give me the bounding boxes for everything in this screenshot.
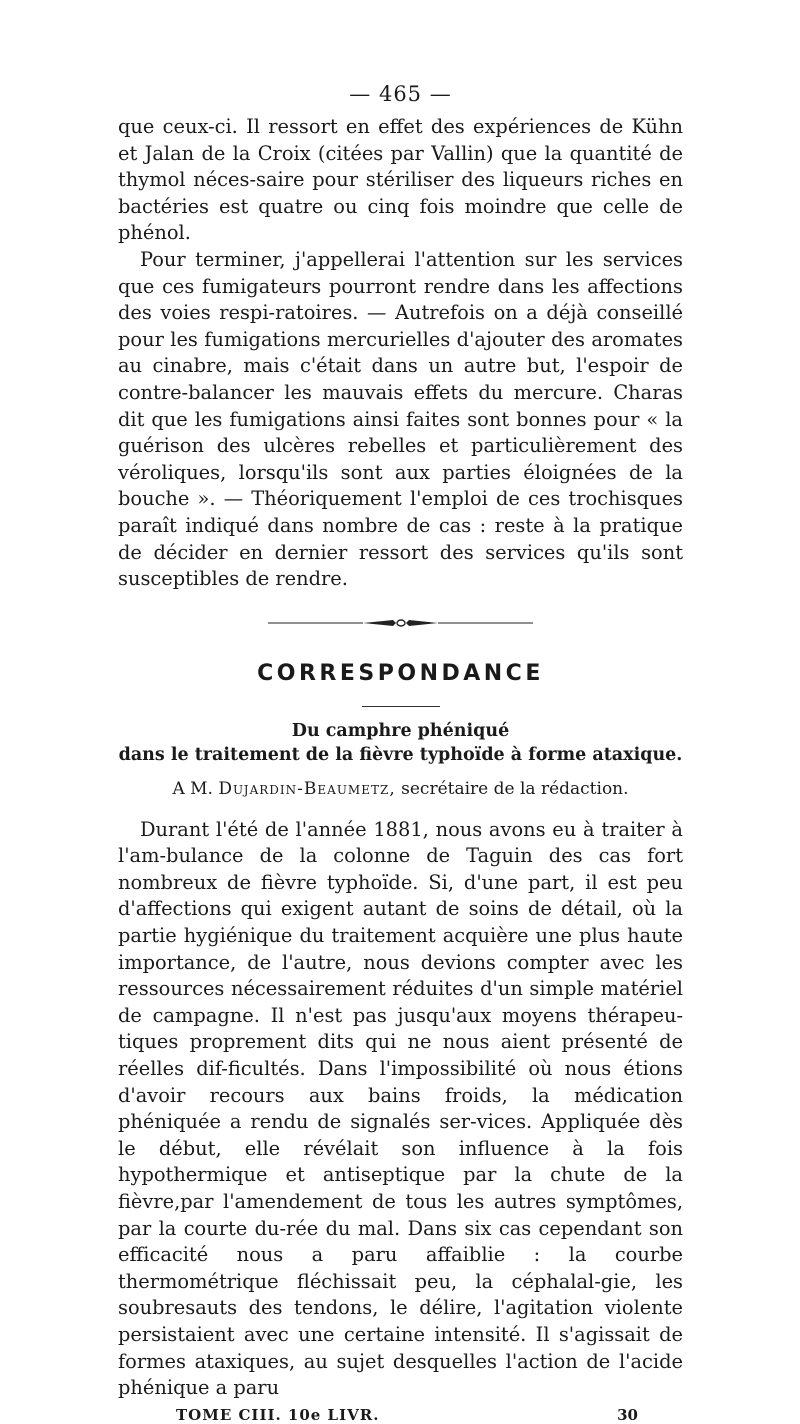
divider-ornament-icon xyxy=(268,613,533,633)
section-title: CORRESPONDANCE xyxy=(257,660,544,686)
page-footer xyxy=(118,1406,683,1424)
title-rule xyxy=(362,706,440,707)
salutation-name: Dujardin-Beaumetz, xyxy=(218,778,396,799)
document-page xyxy=(118,82,683,1424)
footer-sheet-number: 30 xyxy=(617,1405,638,1424)
article-title-line-1: Du camphre phéniqué xyxy=(291,720,510,741)
article-title-line-2: dans le traitement de la fièvre typhoïde à forme ataxique. xyxy=(118,744,683,765)
salutation-prefix: A M. xyxy=(172,778,213,799)
ornamental-divider xyxy=(268,613,533,633)
letter-body: Durant l'été de l'année 1881, nous avons eu à traiter à l'am-bulance de la colonne de Taguin des cas fort nombreux de fièvre typhoïde. Si, d'une part, il est peu d'affections qui exigent autant de soins de détail, où la partie hygiénique du traitement acquière une plus haute importance, de l'autre, nous devions compter avec les ressources nécessairement réduites d'un simple matériel de campagne. Il n'est pas jusqu'aux moyens thérapeu-tiques proprement dits qui ne nous aient présenté de réelles dif-ficultés. Dans l'impossibilité où nous étions d'avoir recours aux bains froids, la médication phéniquée a rendu de signalés ser-vices. Appliquée dès le début, elle révélait son influence à la fois hypothermique et antiseptique par la chute de la fièvre,par l'amendement de tous les autres symptômes, par la courte du-rée du mal. Dans six cas cependant son efficacité nous a paru affaiblie : la courbe thermométrique fléchissait peu, la céphalal-gie, les soubresauts des tendons, le délire, l'agitation violente persistaient avec une certaine intensité. Il s'agissait de formes ataxiques, au sujet desquelles l'action de l'acide phénique a paru xyxy=(118,817,683,1400)
footer-signature: TOME CIII. 10e LIVR. xyxy=(176,1405,380,1424)
salutation xyxy=(118,779,683,799)
salutation-suffix: secrétaire de la rédaction. xyxy=(401,778,629,799)
paragraph-fumigations: Pour terminer, j'appellerai l'attention sur les services que ces fumigateurs pourront rendre dans les affections des voies respi-ratoires. — Autrefois on a déjà conseillé pour les fumigations mercurielles d'ajouter des aromates au cinabre, mais c'était dans un autre but, l'espoir de contre-balancer les mauvais effets du mercure. Charas dit que les fumigations ainsi faites sont bonnes pour « la guérison des ulcères rebelles et particulièrement des véroliques, lorsqu'ils sont aux parties éloignées de la bouche ». — Théoriquement l'emploi de ces trochisques paraît indiqué dans nombre de cas : reste à la pratique de décider en dernier ressort des services qu'ils sont susceptibles de rendre. xyxy=(118,247,683,591)
page-number: — 465 — xyxy=(349,82,452,106)
paragraph-continuation: que ceux-ci. Il ressort en effet des expériences de Kühn et Jalan de la Croix (citées par Vallin) que la quantité de thymol néces-saire pour stériliser des liqueurs riches en bactéries est quatre ou cinq fois moindre que celle de phénol. xyxy=(118,115,683,245)
